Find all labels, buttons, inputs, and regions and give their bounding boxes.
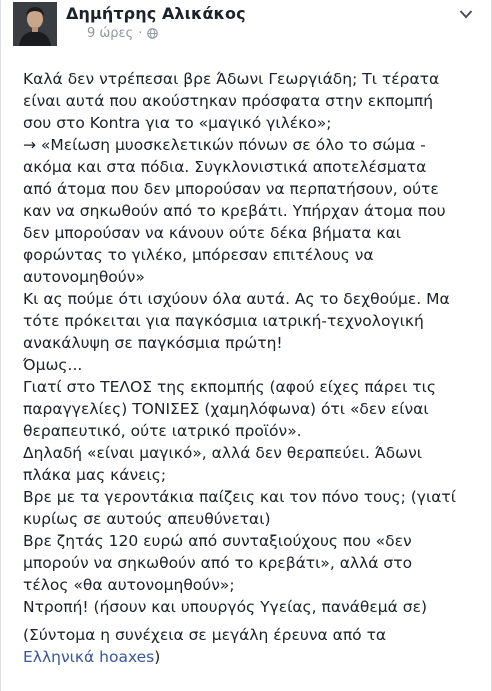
post-header	[1, 0, 491, 52]
post-line: τέλος «θα αυτονομηθούν»;	[23, 576, 235, 594]
avatar[interactable]	[13, 2, 57, 46]
post-line: από άτομα που δεν μπορούσαν να περπατήσουν, ούτε	[23, 180, 439, 198]
hoaxes-link[interactable]: Ελληνικά hoaxes	[23, 648, 155, 666]
post-line: Καλά δεν ντρέπεσαι βρε Άδωνι Γεωργιάδη; Τι τέρατα	[23, 70, 440, 88]
post-line: είναι αυτά που ακούστηκαν πρόσφατα στην εκπομπή	[23, 92, 434, 110]
post-line: πλάκα μας κάνεις;	[23, 466, 167, 484]
timestamp[interactable]: 9 ώρες	[87, 26, 134, 41]
post-body	[23, 68, 485, 668]
post-line: Ντροπή! (ήσουν και υπουργός Υγείας, πανάθεμά σε)	[23, 598, 428, 616]
meta-separator: ·	[138, 26, 143, 41]
post-line: ακόμα και στα πόδια. Συγκλονιστικά αποτελέσματα	[23, 158, 427, 176]
post-line: καν να σηκωθούν από το κρεβάτι. Υπήρχαν άτομα που	[23, 202, 446, 220]
post-meta	[87, 26, 158, 41]
post-line: Βρε ζητάς 120 ευρώ από συνταξιούχους που «δεν	[23, 532, 412, 550]
post-line: Δηλαδή «είναι μαγικό», αλλά δεν θεραπεύει. Άδωνι	[23, 444, 422, 462]
chevron-down-icon[interactable]	[459, 4, 473, 14]
post-footer-link-line	[23, 646, 485, 668]
post-line: τότε πρόκειται για παγκόσμια ιατρική-τεχνολογική	[23, 312, 424, 330]
closing-paren: )	[154, 648, 161, 666]
post-line: μπορούν να σηκωθούν από το κρεβάτι», αλλά στο	[23, 554, 413, 572]
post-footer-line: (Σύντομα η συνέχεια σε μεγάλη έρευνα από τα	[23, 626, 387, 644]
post-line: φορώντας το γιλέκο, μπόρεσαν επιτέλους να	[23, 246, 374, 264]
author-name[interactable]: Δημήτρης Αλικάκος	[66, 4, 246, 23]
post-line: δεν μπορούσαν να κάνουν ούτε δέκα βήματα και	[23, 224, 401, 242]
globe-icon[interactable]	[147, 28, 158, 39]
post-line: ανακάλυψη σε παγκόσμια πρώτη!	[23, 334, 283, 352]
post-line: Γιατί στο ΤΕΛΟΣ της εκπομπής (αφού είχες πάρει τις	[23, 378, 436, 396]
post-line: → «Μείωση μυοσκελετικών πόνων σε όλο το σώμα -	[23, 136, 426, 154]
post-line: θεραπευτικό, ούτε ιατρικό προϊόν».	[23, 422, 302, 440]
post-line: κυρίως σε αυτούς απευθύνεται)	[23, 510, 271, 528]
post-line: αυτονομηθούν»	[23, 268, 145, 286]
post-line: Όμως...	[23, 356, 83, 374]
post-line: Κι ας πούμε ότι ισχύουν όλα αυτά. Ας το δεχθούμε. Μα	[23, 290, 450, 308]
post-line: σου στο Kontra για το «μαγικό γιλέκο»;	[23, 114, 332, 132]
post-line: παραγγελίες) ΤΟΝΙΣΕΣ (χαμηλόφωνα) ότι «δεν είναι	[23, 400, 429, 418]
post-line: Βρε με τα γεροντάκια παίζεις και τον πόνο τους; (γιατί	[23, 488, 456, 506]
